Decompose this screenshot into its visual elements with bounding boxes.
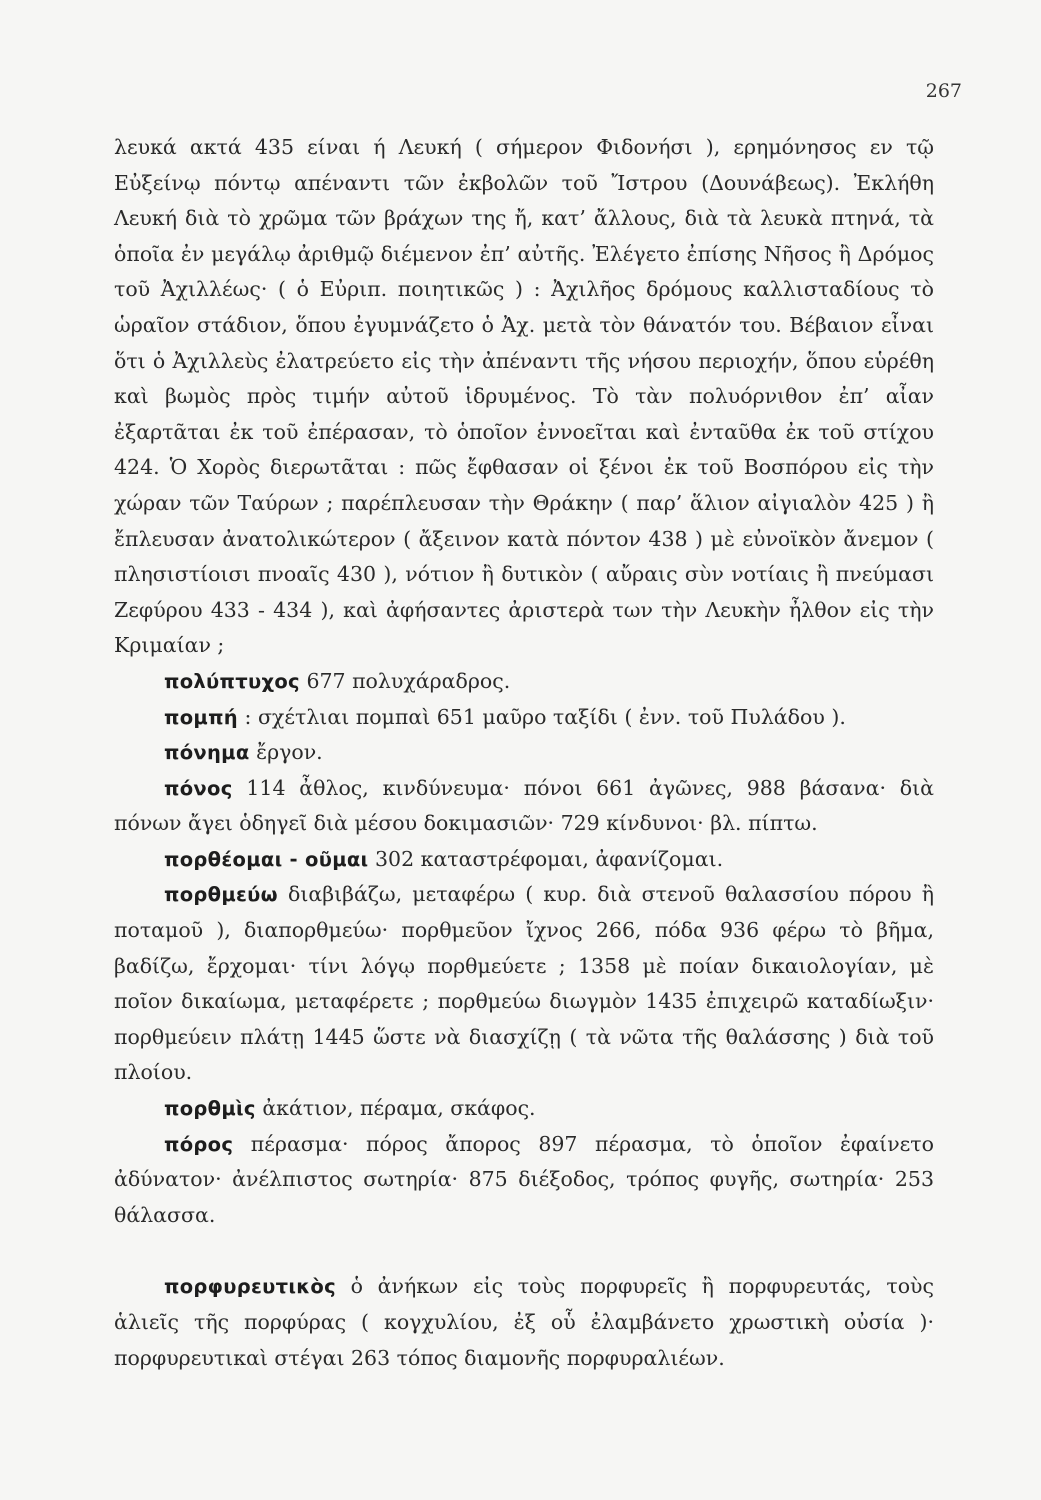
entry-definition: 114 ἆθλος, κινδύνευμα· πόνοι 661 ἀγῶνες, 988 βάσανα· διὰ πόνων ἄγει ὁδηγεῖ διὰ μέσου δοκιμασιῶν· 729 κίνδυνοι· βλ. πίπτω. — [114, 775, 934, 836]
glossary-entry — [114, 842, 934, 878]
glossary-entry — [114, 735, 934, 771]
glossary-entry — [114, 1091, 934, 1127]
entry-definition: : σχέτλιαι πομπαὶ 651 μαῦρο ταξίδι ( ἐνν. τοῦ Πυλάδου ). — [244, 704, 846, 729]
entry-definition: 302 καταστρέφομαι, ἀφανίζομαι. — [374, 846, 724, 871]
glossary-entry — [114, 700, 934, 736]
glossary-entry — [114, 1269, 934, 1376]
entry-headword: πόνος — [164, 776, 233, 800]
entry-headword: πομπή — [164, 705, 238, 729]
glossary-entry — [114, 1127, 934, 1234]
entry-headword: πόνημα — [164, 741, 250, 765]
entry-headword: πορφυρευτικὸς — [164, 1275, 336, 1299]
entry-definition: ἔργον. — [256, 740, 323, 765]
entry-definition: 677 πολυχάραδρος. — [306, 668, 511, 693]
entry-headword: πορθέομαι - οῦμαι — [164, 847, 369, 871]
glossary-entry — [114, 877, 934, 1091]
page-number: 267 — [925, 80, 962, 102]
entry-definition: ὁ ἀνήκων εἰς τοὺς πορφυρεῖς ἢ πορφυρευτάς, τοὺς ἁλιεῖς τῆς πορφύρας ( κογχυλίου, ἐξ οὗ ἐλαμβάνετο χρωστικὴ οὐσία )· πορφυρευτικαὶ στέγαι 263 τόπος διαμονῆς πορφυραλιέων. — [114, 1274, 934, 1370]
entry-definition: διαβιβάζω, μεταφέρω ( κυρ. διὰ στενοῦ θαλασσίου πόρου ἢ ποταμοῦ ), διαπορθμεύω· πορθμεῦον ἴχνος 266, πόδα 936 φέρω τὸ βῆμα, βαδίζω, ἔρχομαι· τίνι λόγῳ πορθμεύετε ; 1358 μὲ ποίαν δικαιολογίαν, μὲ ποῖον δικαίωμα, μεταφέρετε ; πορθμεύω διωγμὸν 1435 ἐπιχειρῶ καταδίωξιν· πορθμεύειν πλάτῃ 1445 ὥστε νὰ διασχίζῃ ( τὰ νῶτα τῆς θαλάσσης ) διὰ τοῦ πλοίου. — [114, 882, 934, 1085]
entry-headword: πολύπτυχος — [164, 669, 300, 693]
glossary-entry — [114, 771, 934, 842]
entry-headword: πόρος — [164, 1132, 234, 1156]
continuation-paragraph: λευκά ακτά 435 είναι ή Λευκή ( σήμερον Φιδονήσι ), ερημόνησος εν τῷ Εὐξείνῳ πόντῳ απέναντι τῶν ἐκβολῶν τοῦ Ἴστρου (Δουνάβεως). Ἐκλήθη Λευκή διὰ τὸ χρῶμα τῶν βράχων της ἤ, κατ’ ἄλλους, διὰ τὰ λευκὰ πτηνά, τὰ ὁποῖα ἐν μεγάλῳ ἀριθμῷ διέμενον ἐπ’ αὐτῆς. Ἐλέγετο ἐπίσης Νῆσος ἢ Δρόμος τοῦ Ἀχιλλέως· ( ὁ Εὐριπ. ποιητικῶς ) : Ἀχιλῆος δρόμους καλλισταδίους τὸ ὡραῖον στάδιον, ὅπου ἐγυμνάζετο ὁ Ἀχ. μετὰ τὸν θάνατόν του. Βέβαιον εἶναι ὅτι ὁ Ἀχιλλεὺς ἐλατρεύετο εἰς τὴν ἀπέναντι τῆς νήσου περιοχήν, ὅπου εὑρέθη καὶ βωμὸς πρὸς τιμήν αὐτοῦ ἱδρυμένος. Τὸ τὰν πολυόρνιθον ἐπ’ αἶαν ἐξαρτᾶται ἐκ τοῦ ἐπέρασαν, τὸ ὁποῖον ἐννοεῖται καὶ ἐνταῦθα ἐκ τοῦ στίχου 424. Ὁ Χορὸς διερωτᾶται : πῶς ἔφθασαν οἱ ξένοι ἐκ τοῦ Βοσπόρου εἰς τὴν χώραν τῶν Ταύρων ; παρέπλευσαν τὴν Θράκην ( παρ’ ἅλιον αἰγιαλὸν 425 ) ἢ ἔπλευσαν ἀνατολικώτερον ( ἄξεινον κατὰ πόντον 438 ) μὲ εὐνοϊκὸν ἄνεμον ( πλησιστίοισι πνοαῖς 430 ), νότιον ἢ δυτικὸν ( αὔραις σὺν νοτίαις ἢ πνεύμασι Ζεφύρου 433 - 434 ), καὶ ἀφήσαντες ἀριστερὰ των τὴν Λευκὴν ἦλθον εἰς τὴν Κριμαίαν ; — [114, 135, 934, 658]
glossary-text — [114, 130, 934, 1376]
entry-headword: πορθμεύω — [164, 883, 278, 907]
glossary-entry — [114, 664, 934, 700]
entry-definition: ἀκάτιον, πέραμα, σκάφος. — [262, 1096, 536, 1121]
entry-headword: πορθμὶς — [164, 1097, 256, 1121]
entry-definition: πέρασμα· πόρος ἄπορος 897 πέρασμα, τὸ ὁποῖον ἐφαίνετο ἀδύνατον· ἀνέλπιστος σωτηρία· 875 διέξοδος, τρόπος φυγῆς, σωτηρία· 253 θάλασσα. — [114, 1131, 934, 1227]
